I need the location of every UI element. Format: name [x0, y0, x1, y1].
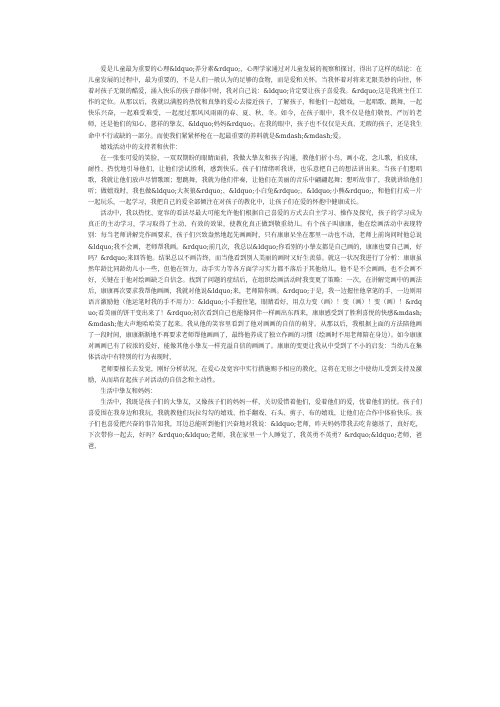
section-heading-play: 嬉戏活动中的支持者和伙伴：: [100, 143, 182, 151]
paragraph-intro: 爱是儿童最为重要的心理&ldquo;养分素&rdquo;，心理学家通过对儿童发展的视察和探讨，得出了这样的结论：在儿童发展的过程中，最为重要的，不是人们一般认为的足够的食物，而是爱和关怀。当我怀着对将来无限美妙的向往，怀着对孩子无限的酷爱，涌入快乐的孩子群体中时，我对自己说：&ldquo;肯定要让孩子喜爱我。&rdquo;这是我班主任工作的定位。从那以后，我就以满腔的热忱和真挚的爱心去接近孩子，了解孩子，和他们一起嬉戏，一起唱歌、跳舞，一起快乐兴奋，一起难受难受，一起度过那风风雨雨的春、夏、秋、冬。如今，在孩子眼中，我不仅是他们敬畏、严厉的老师，还是他们的知心、慈祥的挚友、&ldquo;妈妈&rdquo;。在我的眼中，孩子也不仅仅是天真、无瑕的孩子，还是我生命中不行或缺的一部分。而使我们紧紧杯枪在一起最重要的养料就是&mdash;&mdash;爱。: [88, 66, 422, 140]
paragraph-play: 在一张张可爱的笑脸，一双双期盼的眼睛面前，我做大挚友和孩子沟通，教他们折小鸟，画小花，念儿歌，拍皮球，耐性、热忱地引导他们，让他们尝试胜利，感到快乐。孩子们情绪听我讲，也乐意把自己的想法讲出来。当孩子们想唱歌，我就让他们放声尽情歌颂；想跳舞，我就为他们伴奏，让他们在美丽的音乐中翩翩起舞；想听故事了，我就讲给他们听；做嬉戏时，我也做&ldquo;大灰狼&rdquo;、&ldquo;小白兔&rdquo;、&ldquo;小熊&rdquo;，和他们打成一片一起玩乐，一起学习，我把自己的爱全部倾注在对孩子的教化中，让孩子们在爱的怀抱中健康成长。: [88, 154, 422, 207]
paragraph-activity: 活动中，我以热忱、宽容的看法尽最大可能允许他们根据自己喜爱的方式去自主学习、操作及探究，孩子的学习成为真正的主动学习，学习取得了主动、有效的效果，使教化真正做到敬重幼儿。有个孩子叫康康，他在绘画活动中表现特别：每当老师讲解完作画要求，孩子们兴致盎然地起先画画时，只有康康呆坐在那里一动也不动，老师上前询问时他总说&ldquo;我不会画，老师帮我画。&rdquo;前几次，我总以&ldquo;你看别的小挚友都是自己画的，康康也要自己画，好吗？&rdquo;来回答他。结果总以不画告终，而当他看到别人美丽的画时又好生羡慕。就这一状况我进行了分析：康康虽然年龄比同龄幼儿小一些，但他在智力，动手实力等各方面学习实力都不落后于其他幼儿。他不是不会画画，也不会画不好，关键在于他对绘画缺乏自信念。找到了问题的症结后，在组织绘画活动时我变更了策略：一次，在讲解完画中的画法后，康康再次要求我帮他画画，我就对他说&ldquo;来，老师陪你画。&rdquo;于是，我一边握住他拿笔的手，一边则用语言激励他（他运笔时我的手不用力）：&ldquo;小手握住笔，眼睛看好，用点力变（画）！变（画）！变（画）！&rdquo;看美丽的饼干变出来了！&rdquo;初次看到自己也能像同伴一样画出东西来，康康感受到了胜利喜悦的快感&mdash;&mdash;他大声地哈哈笑了起来。我从他的笑容里看到了他对画画的自信的萌芽。从那以后，我根据上面的方法陪他画了一段时间，康康渐渐地不再要求老师帮他画画了，最终他养成了独立作画的习惯（绘画时不用老师陪在身边）。如今康康对画画已有了较浓的爱好，能像其他小挚友一样充溢自信的画画了。康康的变更让我从中受到了不小的启发：当幼儿在集体活动中有特别的行为表现时，: [88, 210, 422, 362]
paragraph-life: 生活中，我既是孩子们的大挚友，又像孩子们的妈妈一样，关切爱惜着他们，爱着他们的爱，忧着他们的忧。孩子们喜爱围在我身边和我玩，我就教他们玩拉勾勾的嬉戏、抬手翻戏、石头、剪子、布的嬉戏，让他们在合作中体验快乐。孩子们也喜爱把兴奋的事告知我，耳边总能听到他们兴奋地对我说：&ldquo;老师，昨天妈妈带我去吃肯德基了，真好吃，下次带你一起去，好吗？&rdquo;&ldquo;老师，我在家里一个人睡觉了，我英勇不英勇？&rdquo;&ldquo;老师，爸爸、: [88, 398, 422, 451]
article-body: [88, 64, 422, 452]
paragraph-teacher: 老师要擅长去发觉，刚好分析状况，在爱心及宽容中实行措施赐予相应的教化，这将在无形之中使幼儿受到支持及激励，从而培育起孩子对活动的自信念和主动性。: [88, 365, 422, 384]
section-heading-life: 生活中挚友和妈妈：: [100, 387, 157, 395]
